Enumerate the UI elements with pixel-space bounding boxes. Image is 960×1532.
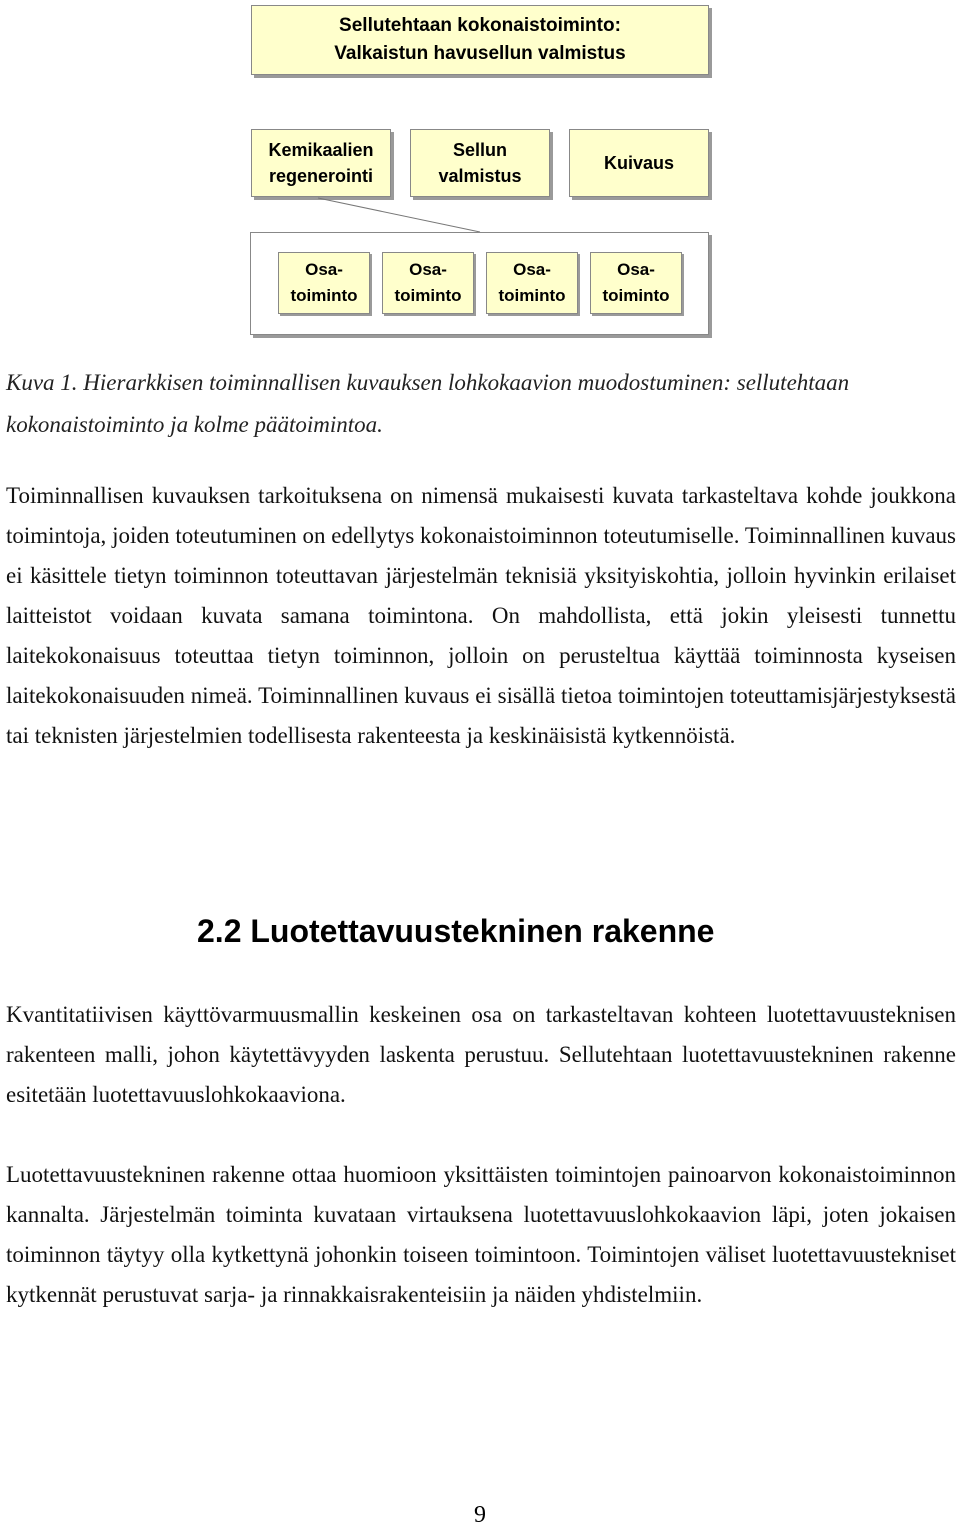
diagram-box-osatoiminto-4: Osa- toiminto [590, 252, 682, 314]
diagram-top-box: Sellutehtaan kokonaistoiminto: Valkaistun havusellun valmistus [251, 5, 709, 75]
diagram-box-kemikaalien-regenerointi: Kemikaalien regenerointi [251, 129, 391, 197]
section-heading: 2.2 Luotettavuustekninen rakenne [197, 913, 715, 949]
diagram-box-sellun-valmistus: Sellun valmistus [410, 129, 550, 197]
paragraph-functional-description: Toiminnallisen kuvauksen tarkoituksena on nimensä mukaisesti kuvata tarkasteltava kohde joukkona toimintoja, joiden toteutuminen on edellytys kokonaistoiminnon toteutumiselle. Toiminnallinen kuvaus ei käsittele tietyn toiminnon toteuttavan järjestelmän teknisiä yksityiskohtia, jolloin hyvinkin erilaiset laitteistot voidaan kuvata samana toimintona. On mahdollista, että jokin yleisesti tunnettu laitekokonaisuus toteuttaa tietyn toiminnon, jolloin on perusteltua käyttää toiminnosta kyseisen laitekokonaisuuden nimeä. Toiminnallinen kuvaus ei sisällä tietoa toimintojen toteuttamisjärjestyksestä tai teknisten järjestelmien todellisesta rakenteesta ja keskinäisistä kytkennöistä. [6, 483, 956, 748]
diagram-box-kuivaus: Kuivaus [569, 129, 709, 197]
paragraph-reliability-structure: Kvantitatiivisen käyttövarmuusmallin keskeinen osa on tarkasteltavan kohteen luotettavuusteknisen rakenteen malli, johon käytettävyyden laskenta perustuu. Sellutehtaan luotettavuustekninen rakenne esitetään luotettavuuslohkokaaviona. [6, 1002, 956, 1107]
diagram-box-osatoiminto-3: Osa- toiminto [486, 252, 578, 314]
page-number: 9 [474, 1502, 486, 1528]
diagram-connector-line [0, 0, 960, 240]
figure-caption: Kuva 1. Hierarkkisen toiminnallisen kuvauksen lohkokaavion muodostuminen: sellutehtaan kokonaistoiminto ja kolme päätoimintoa. [6, 370, 850, 437]
paragraph-reliability-block-diagram: Luotettavuustekninen rakenne ottaa huomioon yksittäisten toimintojen painoarvon kokonaistoiminnon kannalta. Järjestelmän toiminta kuvataan virtauksena luotettavuuslohkokaavion läpi, joten jokaisen toiminnon täytyy olla kytkettynä johonkin toiseen toimintoon. Toimintojen väliset luotettavuustekniset kytkennät perustuvat sarja- ja rinnakkaisrakenteisiin ja näiden yhdistelmiin. [6, 1162, 956, 1307]
diagram-box-osatoiminto-2: Osa- toiminto [382, 252, 474, 314]
diagram-box-osatoiminto-1: Osa- toiminto [278, 252, 370, 314]
